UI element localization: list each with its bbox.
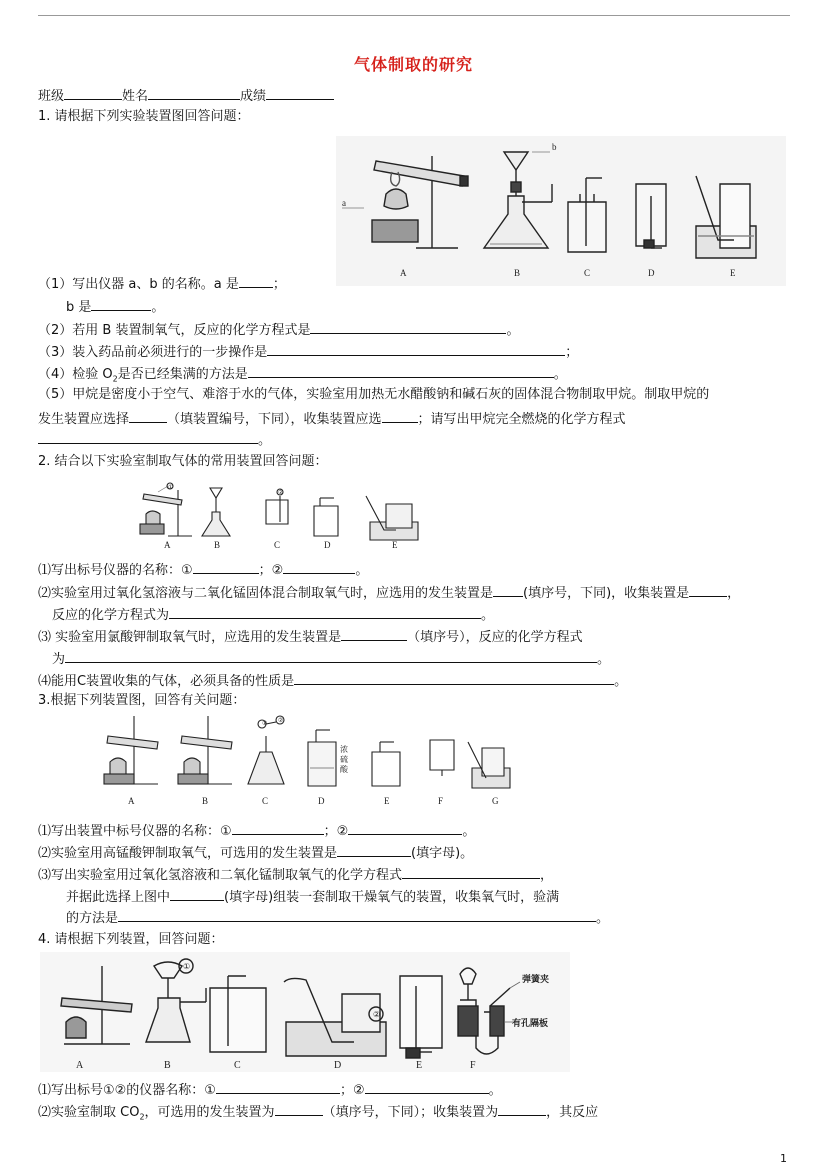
q2-callout-1: ① — [168, 485, 174, 491]
q2-blank-1[interactable] — [193, 560, 259, 574]
q2-sub2-line2: 反应的化学方程式为 。 — [52, 605, 494, 625]
q2-sub3-line2: 为 。 — [52, 649, 610, 669]
q3-sub1: ⑴写出装置中标号仪器的名称：① ；② 。 — [38, 821, 475, 841]
q1-blank-5b[interactable] — [382, 409, 418, 423]
q1-sub3: （3）装入药品前必须进行的一步操作是 ； — [38, 342, 578, 362]
q4-callout-porous-plate: 有孔隔板 — [512, 1019, 549, 1029]
q2-fig-label-c: C — [274, 540, 281, 550]
page-title: 气体制取的研究 — [353, 55, 473, 74]
q3-blank-1[interactable] — [232, 821, 324, 835]
q3-callout-1: ① — [262, 721, 268, 727]
name-blank[interactable] — [148, 86, 240, 100]
q2-sub4: ⑷能用C装置收集的气体，必须具备的性质是 。 — [38, 671, 627, 691]
q3-sub2: ⑵实验室用高锰酸钾制取氧气，可选用的发生装置是 (填字母)。 — [38, 843, 473, 863]
q1-blank-5a[interactable] — [129, 409, 167, 423]
q3-apparatus-figure — [100, 712, 512, 810]
q2-blank-5[interactable] — [169, 605, 481, 619]
class-blank[interactable] — [64, 86, 122, 100]
q4-fig-label-f: F — [470, 1060, 476, 1071]
student-info-row — [38, 86, 334, 106]
q4-blank-2[interactable] — [365, 1080, 489, 1094]
q1-fig-label-b: B — [514, 268, 521, 278]
q4-fig-label-d: D — [334, 1060, 342, 1071]
q4-fig-label-e: E — [416, 1060, 423, 1071]
name-label: 姓名 — [122, 89, 149, 104]
q3-fig-label-c: C — [262, 796, 269, 806]
q2-stem: 2. 结合以下实验室制取气体的常用装置回答问题： — [38, 454, 328, 469]
q1-sub1-b: b 是 。 — [66, 297, 164, 317]
q3-fig-label-d: D — [318, 796, 325, 806]
q2-sub3-line1: ⑶ 实验室用氯酸钾制取氧气时，应选用的发生装置是 （填序号），反应的化学方程式 — [38, 627, 583, 647]
q3-fig-label-e: E — [384, 796, 390, 806]
q3-stem: 3.根据下列装置图，回答有关问题： — [38, 693, 246, 708]
score-label: 成绩 — [240, 89, 267, 104]
q4-fig-label-c: C — [234, 1060, 241, 1071]
q1-stem: 1. 请根据下列实验装置图回答问题： — [38, 109, 250, 124]
q2-blank-3[interactable] — [493, 583, 523, 597]
q4-blank-1[interactable] — [216, 1080, 340, 1094]
q3-fig-label-g: G — [492, 796, 499, 806]
q2-fig-label-e: E — [392, 540, 398, 550]
q1-callout-a: a — [342, 198, 346, 208]
score-blank[interactable] — [266, 86, 334, 100]
q1-fig-label-d: D — [648, 268, 655, 278]
q2-fig-label-b: B — [214, 540, 221, 550]
q4-blank-3[interactable] — [275, 1102, 323, 1116]
q3-callout-2: ② — [278, 718, 284, 724]
q2-blank-8[interactable] — [294, 671, 614, 685]
q2-fig-label-d: D — [324, 540, 331, 550]
q3-sub3-line3: 的方法是 。 — [66, 908, 609, 928]
q3-fig-label-a: A — [128, 796, 135, 806]
q1-sub2: （2）若用 B 装置制氧气，反应的化学方程式是 。 — [38, 320, 519, 340]
q3-sub3-line1: ⑶写出实验室用过氧化氢溶液和二氧化锰制取氧气的化学方程式 ， — [38, 865, 553, 885]
q1-blank-a[interactable] — [239, 274, 273, 288]
q2-sub1: ⑴写出标号仪器的名称：① ；② 。 — [38, 560, 368, 580]
q2-apparatus-figure — [134, 482, 424, 552]
q2-blank-2[interactable] — [283, 560, 355, 574]
q1-sub4: （4）检验 $O_2$是否已经集满的方法是 。 — [38, 364, 567, 389]
q4-stem: 4. 请根据下列装置，回答问题： — [38, 932, 224, 947]
q1-callout-b: b — [552, 142, 557, 152]
q3-blank-3[interactable] — [337, 843, 411, 857]
q2-fig-label-a: A — [164, 540, 171, 550]
q3-callout-liu: 硫 — [340, 755, 348, 764]
q2-blank-4[interactable] — [689, 583, 727, 597]
q3-callout-nong: 浓 — [340, 745, 348, 754]
q4-callout-1: ① — [183, 962, 191, 971]
q1-blank-3[interactable] — [267, 342, 565, 356]
q3-sub3-line2: 并据此选择上图中 (填字母)组装一套制取干燥氧气的装置，收集氧气时，验满 — [66, 887, 559, 907]
q2-sub2-line1: ⑵实验室用过氧化氢溶液与二氧化锰固体混合制取氧气时，应选用的发生装置是 (填序号，下同)，收集装置是 ， — [38, 583, 740, 603]
q1-blank-2[interactable] — [310, 320, 506, 334]
q3-fig-label-b: B — [202, 796, 209, 806]
q1-fig-label-a: A — [400, 268, 407, 278]
q4-fig-label-b: B — [164, 1060, 171, 1071]
q1-sub5-line3: 。 — [38, 430, 271, 450]
q1-apparatus-figure — [336, 136, 786, 286]
q3-fig-label-f: F — [438, 796, 444, 806]
q3-blank-5[interactable] — [170, 887, 224, 901]
q2-callout-2: ② — [278, 490, 284, 496]
q1-sub5-line2: 发生装置应选择 （填装置编号，下同），收集装置应选 ；请写出甲烷完全燃烧的化学方程式 — [38, 409, 626, 429]
q1-sub5-line1: （5）甲烷是密度小于空气、难溶于水的气体，实验室用加热无水醋酸钠和碱石灰的固体混合物制取甲烷。制取甲烷的 — [38, 387, 710, 402]
q2-blank-7[interactable] — [65, 649, 597, 663]
q3-blank-2[interactable] — [348, 821, 462, 835]
q4-apparatus-figure — [40, 952, 570, 1072]
q3-blank-4[interactable] — [402, 865, 540, 879]
q1-fig-label-e: E — [730, 268, 736, 278]
q4-callout-2: ② — [373, 1010, 381, 1019]
q4-sub2: ⑵实验室制取 $CO_2$，可选用的发生装置为 （填序号，下同）；收集装置为 ，其反应 — [38, 1102, 598, 1127]
page-number: 1 — [780, 1152, 787, 1165]
q1-fig-label-c: C — [584, 268, 591, 278]
q4-fig-label-a: A — [76, 1060, 84, 1071]
q3-callout-suan: 酸 — [340, 765, 348, 774]
q3-blank-6[interactable] — [118, 908, 596, 922]
q2-blank-6[interactable] — [341, 627, 407, 641]
q4-sub1: ⑴写出标号①②的仪器名称：① ；② 。 — [38, 1080, 502, 1100]
q4-callout-spring-clip: 弹簧夹 — [522, 975, 550, 985]
q1-sub1-a: （1）写出仪器 a、b 的名称。a 是 ； — [38, 274, 286, 294]
q1-blank-5c[interactable] — [38, 430, 258, 444]
q1-blank-4[interactable] — [248, 364, 554, 378]
header-rule — [38, 15, 790, 16]
q4-blank-4[interactable] — [498, 1102, 546, 1116]
class-label: 班级 — [38, 89, 65, 104]
q1-blank-b[interactable] — [91, 297, 151, 311]
